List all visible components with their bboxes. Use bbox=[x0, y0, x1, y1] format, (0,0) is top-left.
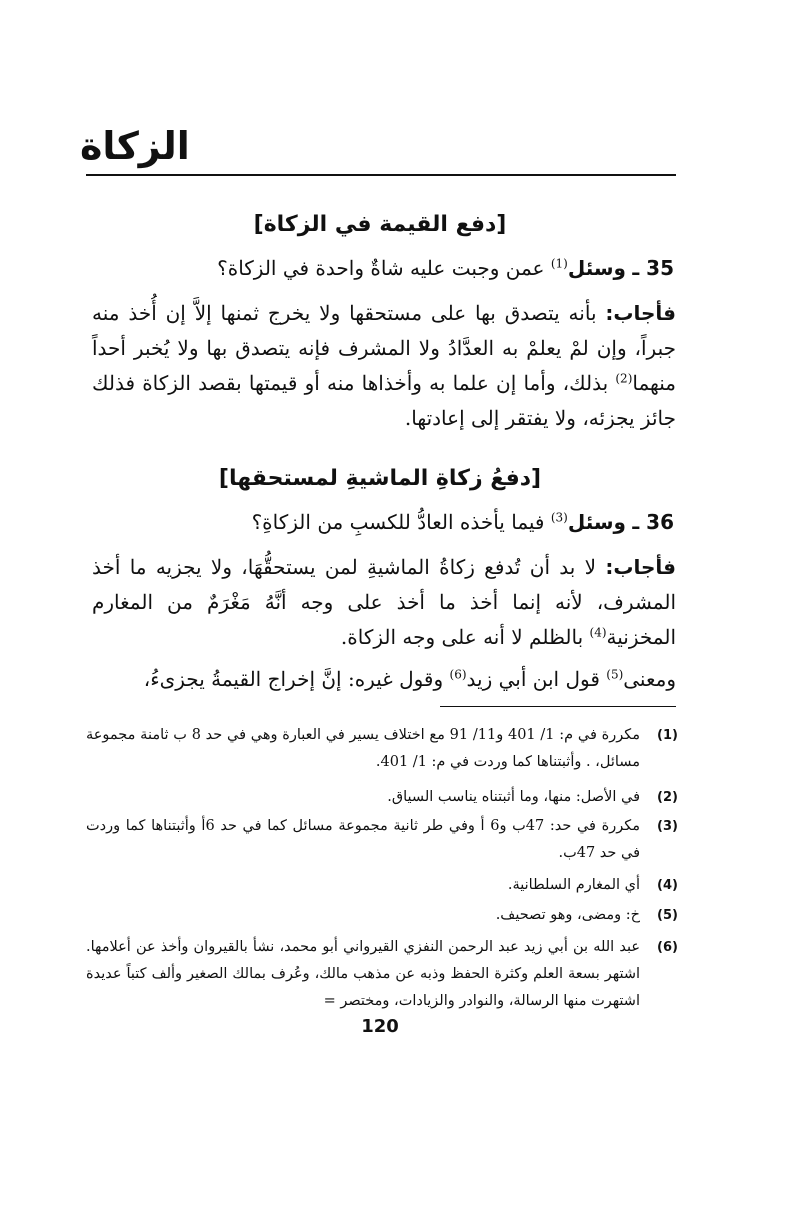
question-verb: وسئل bbox=[567, 256, 626, 280]
question-35 bbox=[217, 256, 674, 280]
question-text: فيما يأخذه العادُّ للكسبِ من الزكاةِ؟ bbox=[251, 510, 551, 534]
footnote-ref: (2) bbox=[615, 371, 633, 386]
footnote-text: أي المغارم السلطانية. bbox=[507, 877, 640, 893]
continuation-text: قول ابن أبي زيد bbox=[466, 667, 607, 691]
footnote-ref: (3) bbox=[550, 510, 568, 525]
answer-35 bbox=[92, 296, 676, 436]
answer-text: بأنه يتصدق بها على مستحقها ولا يخرج ثمنها إلاَّ إن أُخذ منه جبراً، وإن لمْ يعلمْ به العدَّادُ ولا المشرف فإنه يتصدق بها ولا يُخبر أحداً منهما bbox=[92, 301, 676, 395]
section-title-1: [دفع القيمة في الزكاة] bbox=[253, 212, 507, 237]
footnote-3 bbox=[86, 813, 678, 867]
footnote-ref: (5) bbox=[606, 667, 624, 682]
footnote-text: عبد الله بن أبي زيد عبد الرحمن النفزي القيرواني أبو محمد، نشأ بالقيروان وأخذ عن أعلامها. اشتهر بسعة العلم وكثرة الحفظ وذبه عن مذهب مالك، وعُرف بمالك الصغير وألف كتباً عديدة اشتهرت منها الرسالة، والنوادر والزيادات، ومختصر = bbox=[86, 939, 640, 1009]
section-title-2: [دفعُ زكاةِ الماشيةِ لمستحقها] bbox=[218, 466, 542, 491]
answer-text: بذلك، وأما إن علما به وأخذاها منه أو قيمتها بقصد الزكاة فذلك جائز يجزئه، ولا يفتقر إلى إعادتها. bbox=[92, 371, 676, 430]
continuation-text: ومعنى bbox=[623, 667, 676, 691]
chapter-title: الزكاة bbox=[80, 124, 190, 168]
question-verb: وسئل bbox=[567, 510, 626, 534]
question-text: عمن وجبت عليه شاةٌ واحدة في الزكاة؟ bbox=[217, 256, 551, 280]
footnote-ref: (6) bbox=[449, 667, 467, 682]
question-number: 35 ـ bbox=[632, 256, 674, 280]
footnote-5 bbox=[86, 902, 678, 929]
footnote-4 bbox=[86, 872, 678, 899]
footnote-divider bbox=[440, 706, 676, 707]
question-36 bbox=[252, 510, 674, 534]
answer-lead: فأجاب: bbox=[605, 301, 676, 325]
footnote-number: (6) bbox=[657, 940, 678, 955]
footnote-number: (2) bbox=[657, 790, 678, 805]
header-divider bbox=[86, 174, 676, 176]
question-number: 36 ـ bbox=[632, 510, 674, 534]
answer-text: لا بد أن تُدفع زكاةُ الماشيةِ لمن يستحقُّهَا، ولا يجزيه ما أخذ المشرف، لأنه إنما أخذ ما أخذ على وجه أنَّهُ مَغْرَمٌ من المغارم المخزنية bbox=[92, 555, 676, 649]
footnote-text: مكررة في م: 1/ 401 و11/ 91 مع اختلاف يسير في العبارة وهي في حد 8 ب ثامنة مجموعة مسائل، . وأثبتناها كما وردت في م: 1/ 401. bbox=[86, 727, 641, 770]
footnote-number: (4) bbox=[657, 878, 678, 893]
continuation-text: وقول غيره: إنَّ إخراج القيمةُ يجزىءُ، bbox=[143, 667, 450, 691]
footnote-text: خ: ومضى، وهو تصحيف. bbox=[495, 907, 640, 923]
answer-lead: فأجاب: bbox=[605, 555, 676, 579]
footnote-ref: (4) bbox=[589, 625, 607, 640]
footnote-number: (5) bbox=[657, 908, 678, 923]
footnote-number: (3) bbox=[657, 819, 678, 834]
answer-36 bbox=[92, 550, 676, 655]
footnote-1 bbox=[86, 722, 678, 776]
continuation-paragraph bbox=[92, 662, 676, 697]
footnote-text: مكررة في حد: 47ب و6 أ وفي طر ثانية مجموعة مسائل كما في حد 6أ وأثبتناها كما وردت في حد 47ب. bbox=[86, 818, 640, 861]
footnote-text: في الأصل: منها، وما أثبتناه يناسب السياق. bbox=[387, 789, 640, 805]
footnote-6 bbox=[86, 934, 678, 1015]
footnote-number: (1) bbox=[657, 728, 678, 743]
footnote-ref: (1) bbox=[550, 256, 568, 271]
page-number: 120 bbox=[361, 1016, 399, 1037]
footnote-2 bbox=[86, 784, 678, 811]
answer-text: بالظلم لا أنه على وجه الزكاة. bbox=[340, 625, 590, 649]
